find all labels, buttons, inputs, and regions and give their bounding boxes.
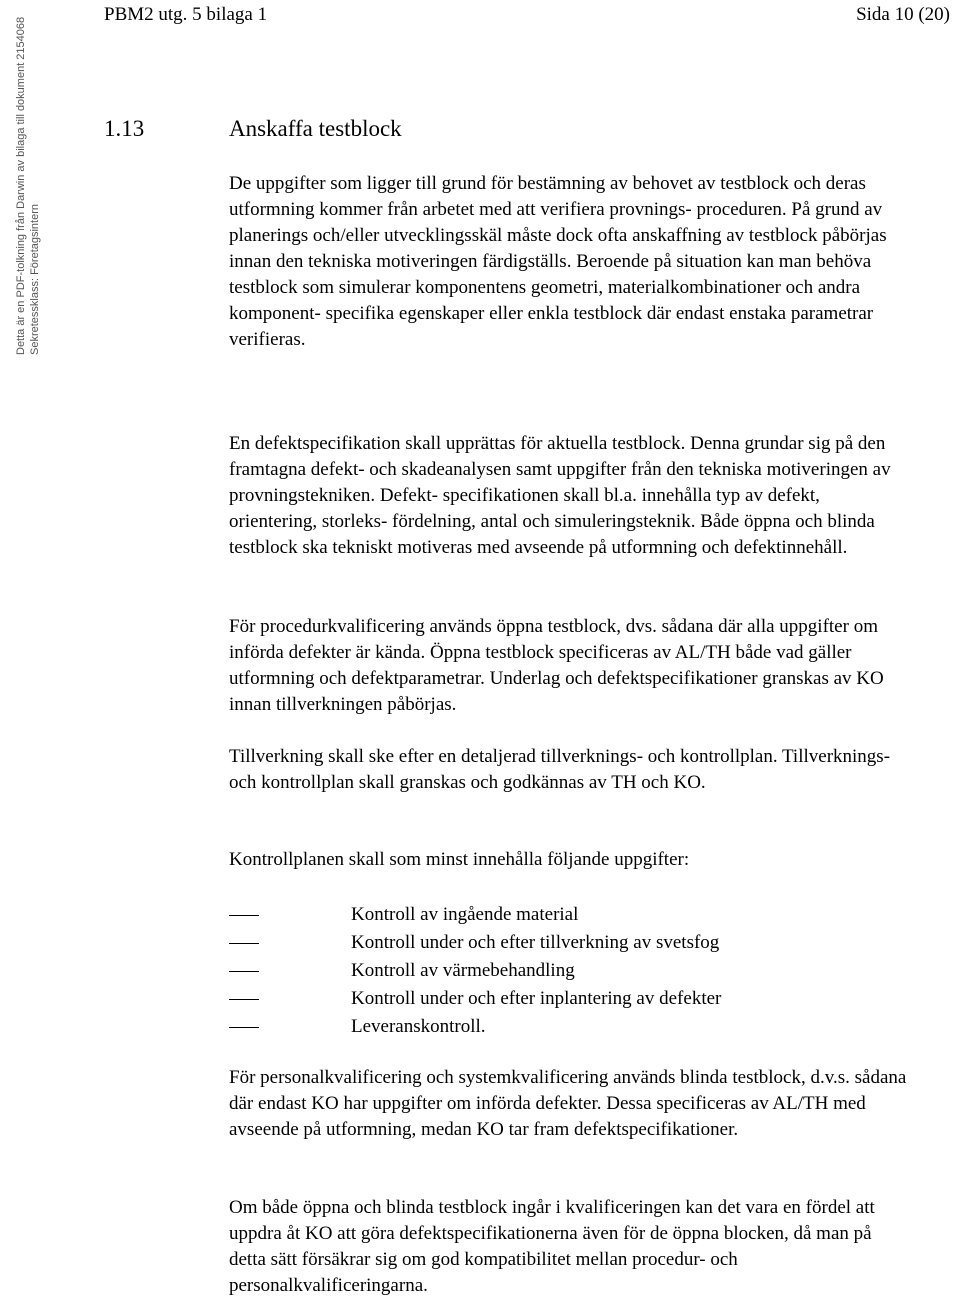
section-number: 1.13 bbox=[104, 116, 145, 141]
list-item-text: Leveranskontroll. bbox=[351, 1016, 486, 1037]
paragraph-text: Om både öppna och blinda testblock ingår i kvalificeringen kan det vara en fördel att uppdra åt KO att göra defektspecifikationerna även för de öppna blocken, då man på detta sätt försäkrar sig om god kompatibilitet mellan procedur- och personalkvalificeringarna. bbox=[229, 1197, 875, 1296]
section-title: Anskaffa testblock bbox=[229, 116, 402, 141]
watermark-line-2: Sekretessklass: Företagsintern bbox=[29, 203, 41, 355]
paragraph-text: En defektspecifikation skall upprättas för aktuella testblock. Denna grundar sig på den framtagna defekt- och skadeanalysen samt uppgifter från den tekniska motiveringen av provningstekniken. Defekt- specifikationen skall bl.a. innehålla typ av defekt, orientering, storleks- fördelning, antal och simuleringsteknik. Både öppna och blinda testblock ska tekniskt motiveras med avseende på utformning och defektinnehåll. bbox=[229, 433, 891, 558]
checklist bbox=[229, 901, 909, 1041]
paragraph-text: De uppgifter som ligger till grund för bestämning av behovet av testblock och deras utformning kommer från arbetet med att verifiera provnings- proceduren. På grund av planerings och/eller utvecklingsskäl måste dock ofta anskaffning av testblock påbörjas innan den tekniska motiveringen färdigställs. Beroende på situation kan man behöva testblock som simulerar komponentens geometri, materialkombinationer och andra komponent- specifika egenskaper eller enkla testblock där endast enstaka parametrar verifieras. bbox=[229, 173, 887, 350]
section-heading bbox=[104, 116, 402, 142]
paragraph-6 bbox=[229, 1065, 909, 1143]
paragraph-text: För procedurkvalificering används öppna testblock, dvs. sådana där alla uppgifter om införda defekter är kända. Öppna testblock specificeras av AL/TH både vad gäller utformning och defektparametrar. Underlag och defektspecifikationer granskas av KO innan tillverkningen påbörjas. bbox=[229, 616, 884, 715]
page-header bbox=[104, 4, 950, 34]
list-item bbox=[229, 929, 909, 957]
list-item-text: Kontroll under och efter tillverkning av svetsfog bbox=[351, 932, 720, 953]
page-number: Sida 10 (20) bbox=[856, 4, 950, 25]
watermark-line-1: Detta är en PDF-tolkning från Darwin av bilaga till dokument 2154068 bbox=[15, 16, 27, 355]
dash-bullet-icon bbox=[229, 915, 259, 916]
paragraph-3 bbox=[229, 614, 909, 718]
list-item bbox=[229, 957, 909, 985]
dash-bullet-icon bbox=[229, 999, 259, 1000]
list-item bbox=[229, 901, 909, 929]
paragraph-4 bbox=[229, 744, 909, 796]
dash-bullet-icon bbox=[229, 1027, 259, 1028]
list-item bbox=[229, 1013, 909, 1041]
paragraph-7 bbox=[229, 1195, 909, 1299]
paragraph-1 bbox=[229, 171, 909, 353]
paragraph-text: Kontrollplanen skall som minst innehålla följande uppgifter: bbox=[229, 849, 690, 870]
list-item-text: Kontroll under och efter inplantering av defekter bbox=[351, 988, 722, 1009]
list-item-text: Kontroll av ingående material bbox=[351, 904, 579, 925]
dash-bullet-icon bbox=[229, 943, 259, 944]
list-item bbox=[229, 985, 909, 1013]
paragraph-text: Tillverkning skall ske efter en detaljerad tillverknings- och kontrollplan. Tillverknings- och kontrollplan skall granskas och godkännas av TH och KO. bbox=[229, 746, 891, 793]
list-item-text: Kontroll av värmebehandling bbox=[351, 960, 575, 981]
paragraph-5 bbox=[229, 847, 909, 873]
dash-bullet-icon bbox=[229, 971, 259, 972]
paragraph-2 bbox=[229, 431, 909, 561]
document-id: PBM2 utg. 5 bilaga 1 bbox=[104, 4, 268, 25]
paragraph-text: För personalkvalificering och systemkvalificering används blinda testblock, d.v.s. sådana där endast KO har uppgifter om införda defekter. Dessa specificeras av AL/TH med avseende på utformning, medan KO tar fram defektspecifikationer. bbox=[229, 1067, 907, 1140]
document-watermark bbox=[14, 0, 42, 355]
